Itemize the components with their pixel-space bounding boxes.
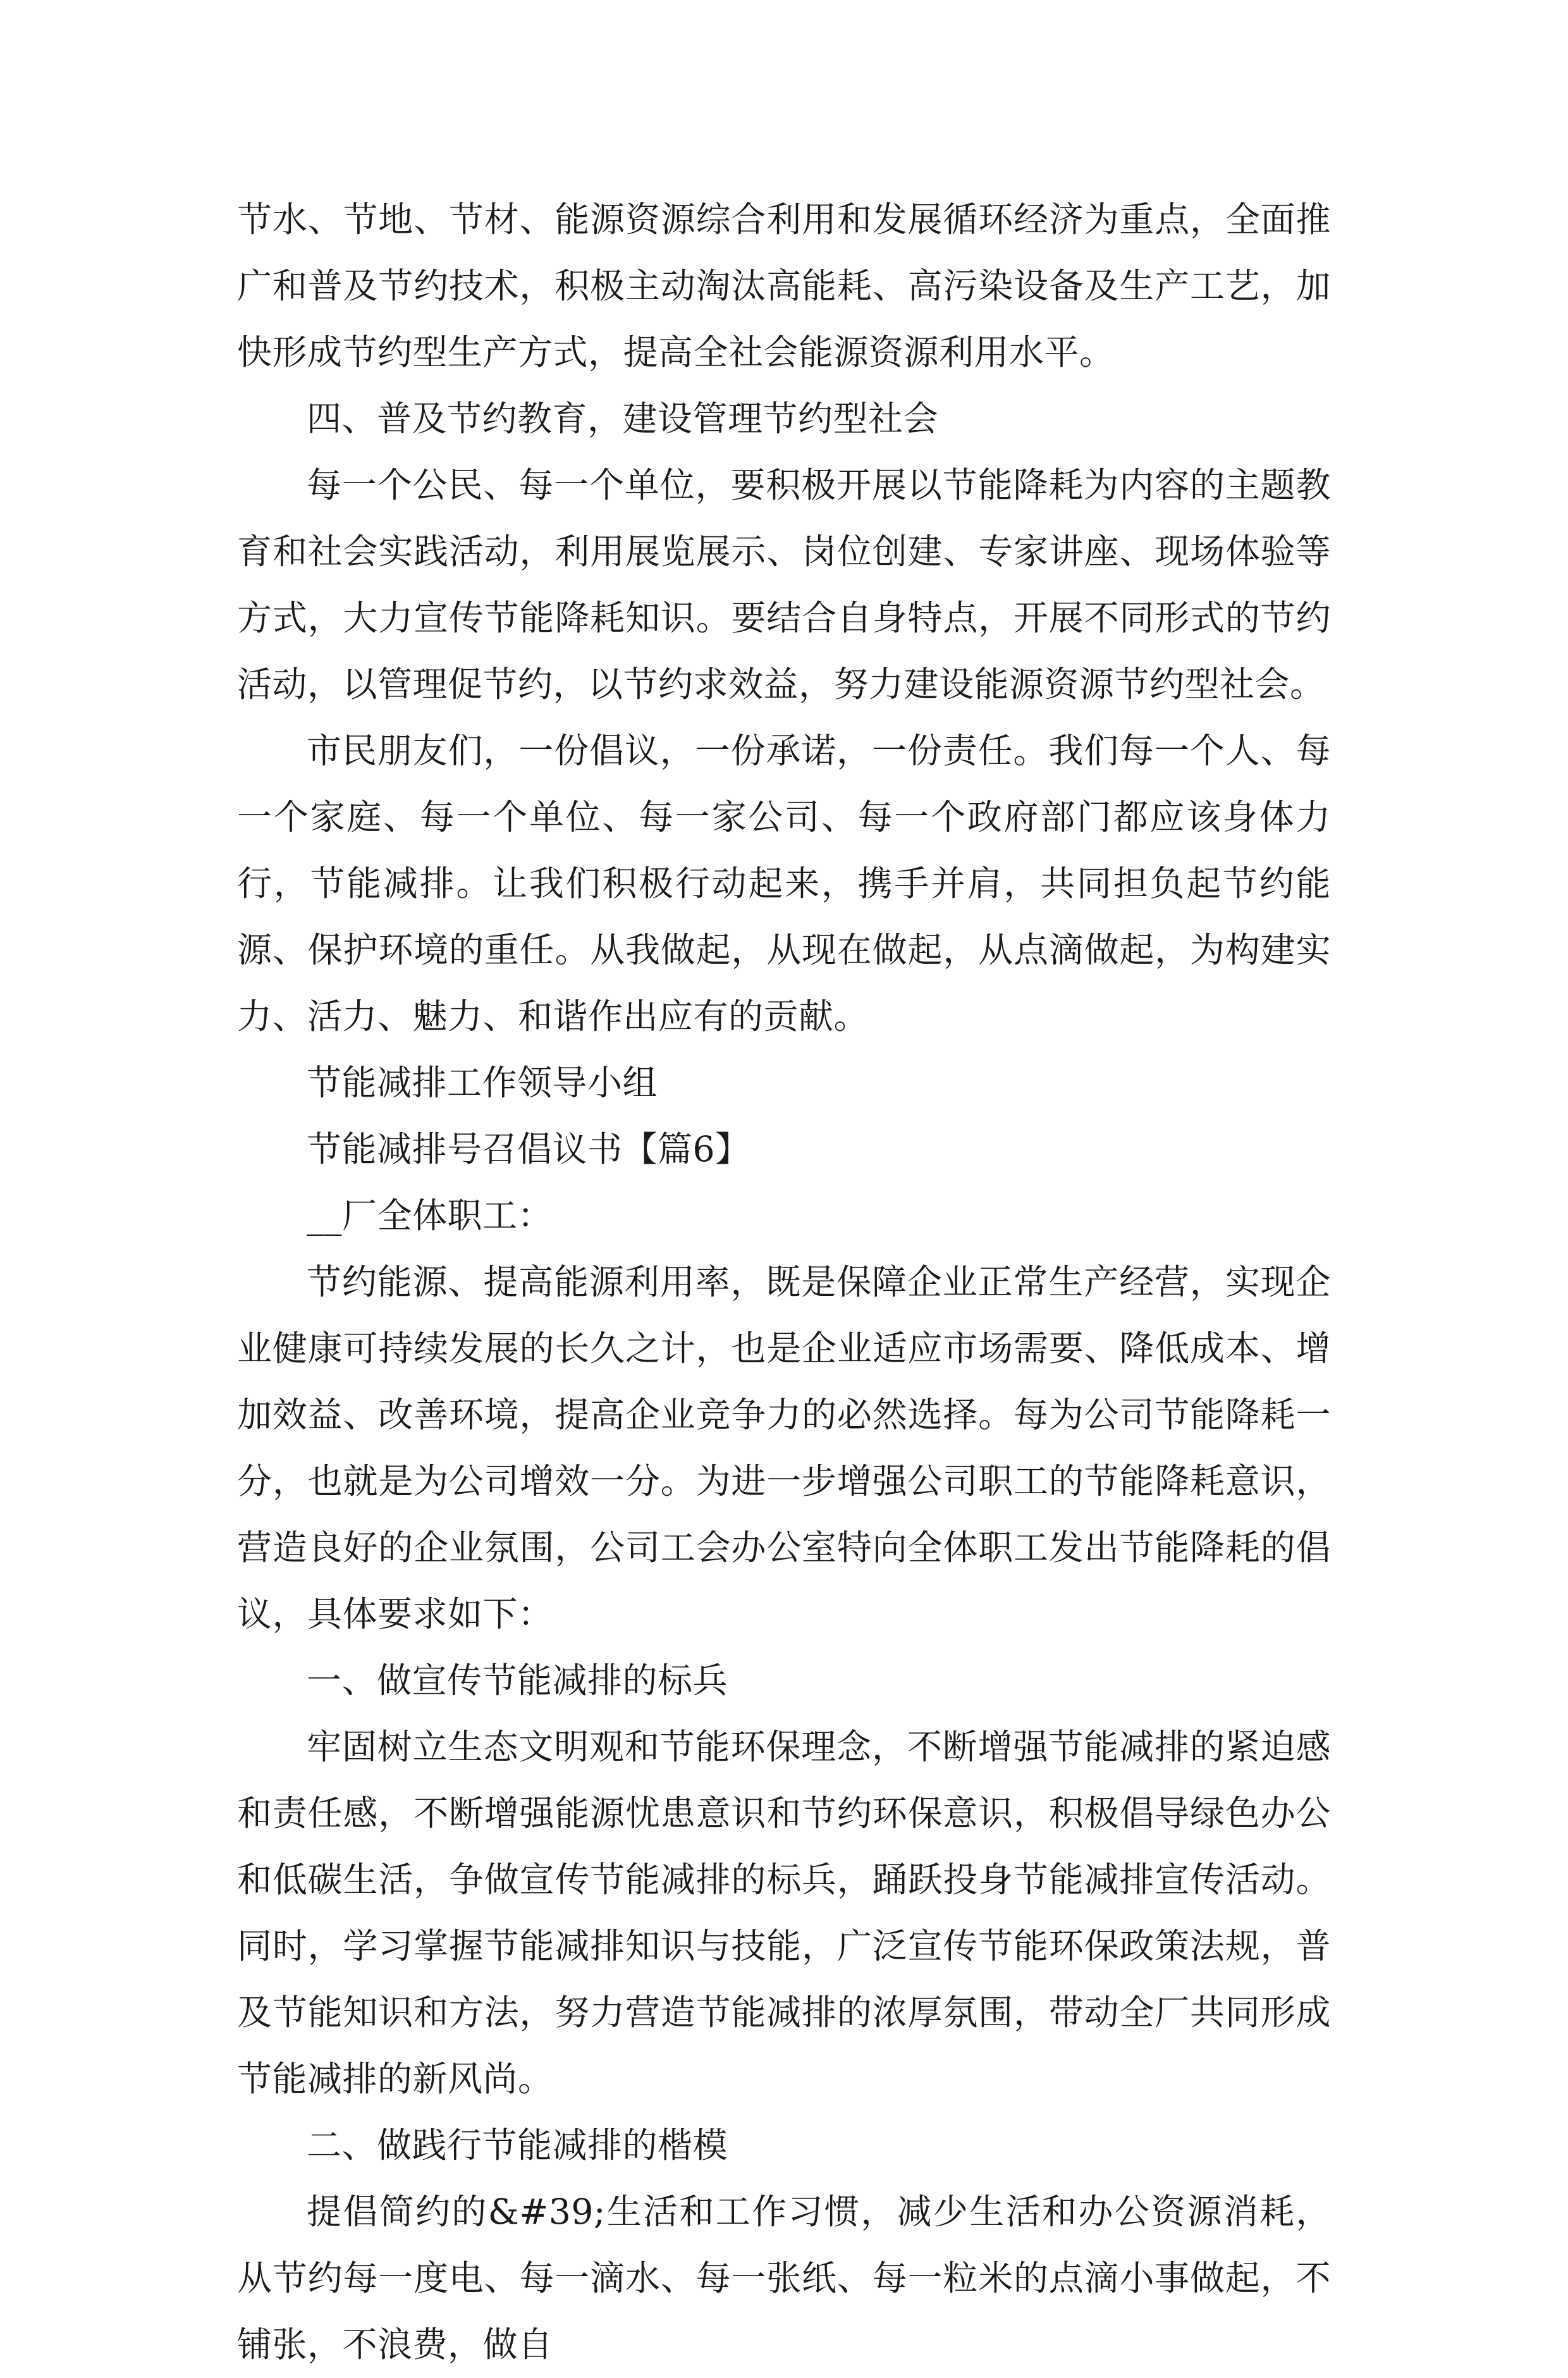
document-body xyxy=(237,187,1331,2378)
signature-line: 节能减排工作领导小组 xyxy=(307,1063,658,1103)
paragraph-continuation: 节水、节地、节材、能源资源综合利用和发展循环经济为重点，全面推广和普及节约技术，积极主动淘汰高能耗、高污染设备及生产工艺，加快形成节约型生产方式，提高全社会能源资源利用水平。 xyxy=(237,199,1331,373)
salutation: __厂全体职工： xyxy=(307,1195,553,1236)
paragraph: 每一个公民、每一个单位，要积极开展以节能降耗为内容的主题教育和社会实践活动，利用展览展示、岗位创建、专家讲座、现场体验等方式，大力宣传节能降耗知识。要结合自身特点，开展不同形式的节约活动，以管理促节约，以节约求效益，努力建设能源资源节约型社会。 xyxy=(237,465,1331,705)
paragraph: 节约能源、提高能源利用率，既是保障企业正常生产经营，实现企业健康可持续发展的长久之计，也是企业适应市场需要、降低成本、增加效益、改善环境，提高企业竞争力的必然选择。每为公司节能降耗一分，也就是为公司增效一分。为进一步增强公司职工的节能降耗意识，营造良好的企业氛围，公司工会办公室特向全体职工发出节能降耗的倡议，具体要求如下： xyxy=(237,1262,1331,1634)
document-title: 节能减排号召倡议书【篇6】 xyxy=(307,1129,750,1169)
section-heading-1: 一、做宣传节能减排的标兵 xyxy=(307,1660,728,1701)
paragraph: 牢固树立生态文明观和节能环保理念，不断增强节能减排的紧迫感和责任感，不断增强能源忧患意识和节约环保意识，积极倡导绿色办公和低碳生活，争做宣传节能减排的标兵，踊跃投身节能减排宣传活动。同时，学习掌握节能减排知识与技能，广泛宣传节能环保政策法规，普及节能知识和方法，努力营造节能减排的浓厚氛围，带动全厂共同形成节能减排的新风尚。 xyxy=(237,1727,1331,2099)
section-heading-4: 四、普及节约教育，建设管理节约型社会 xyxy=(307,398,939,439)
paragraph: 市民朋友们，一份倡议，一份承诺，一份责任。我们每一个人、每一个家庭、每一个单位、每一家公司、每一个政府部门都应该身体力行，节能减排。让我们积极行动起来，携手并肩，共同担负起节约能源、保护环境的重任。从我做起，从现在做起，从点滴做起，为构建实力、活力、魅力、和谐作出应有的贡献。 xyxy=(237,730,1331,1037)
section-heading-2: 二、做践行节能减排的楷模 xyxy=(307,2125,728,2165)
paragraph: 提倡简约的&#39;生活和工作习惯，减少生活和办公资源消耗，从节约每一度电、每一滴水、每一张纸、每一粒米的点滴小事做起，不铺张，不浪费，做自 xyxy=(237,2191,1331,2365)
